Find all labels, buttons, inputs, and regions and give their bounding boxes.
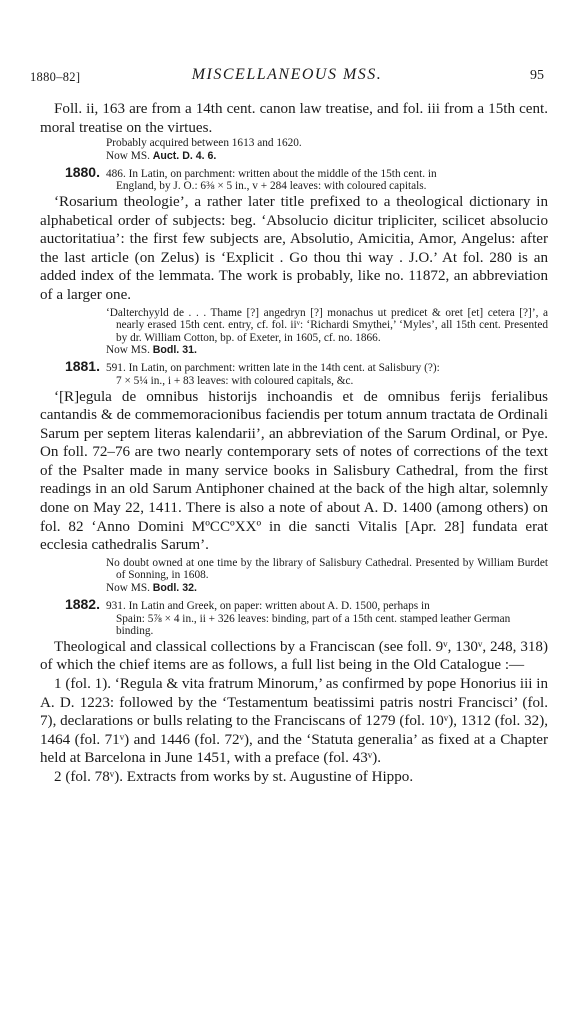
shelfmark <box>106 344 548 357</box>
entry-heading <box>40 163 548 193</box>
shelfmark-prefix: Now MS. <box>106 149 153 162</box>
entry-number: 1880. <box>64 163 100 180</box>
entry-description-line2: England, by J. O.: 6⅜ × 5 in., v + 284 leaves: with coloured capitals. <box>116 180 427 193</box>
paragraph: Foll. ii, 163 are from a 14th cent. canon law treatise, and fol. iii from a 15th cent. moral treatise on the virtues. <box>40 101 548 136</box>
entry-number: 1881. <box>64 358 100 375</box>
entry-number: 1882. <box>64 596 100 613</box>
header-title: MISCELLANEOUS MSS. <box>191 66 383 83</box>
shelfmark-value: Bodl. 32. <box>152 582 197 595</box>
paragraph: ‘[R]egula de omnibus historijs inchoandis et de omnibus ferijs ferialibus cantandis & de commemoracionibus faciendis per totum annum tractata de Ordinali Sarum per septem literas kalendarii’, an abbreviation of the Sarum Ordinal, or Pye. On foll. 72–76 are two nearly contemporary sets of notes of corrections of the text of the Psalter made in many service books in Salisbury Cathedral, from the first readings in an old Sarum Antiphoner chained at the back of the high altar, solemnly done on May 22, 1411. There is also a note of about A. D. 1400 (among others) on fol. 82 ‘Anno Domini MºCCºXXº in die sancti Vitalis [Apr. 28] fundata erat ecclesia cathedralis Sarum’. <box>40 388 548 554</box>
entry-heading <box>40 358 548 387</box>
shelfmark-prefix: Now MS. <box>106 582 153 595</box>
entry-description-line2: 7 × 5¼ in., i + 83 leaves: with coloured capitals, &c. <box>116 374 354 387</box>
entry-description-line1: 931. In Latin and Greek, on paper: written about A. D. 1500, perhaps in <box>106 600 430 613</box>
shelfmark-value: Bodl. 31. <box>152 344 197 357</box>
catalogue-body <box>40 100 548 787</box>
entry-description-line1: 591. In Latin, on parchment: written late in the 14th cent. at Salisbury (?): <box>106 362 440 375</box>
paragraph: 1 (fol. 1). ‘Regula & vita fratrum Minorum,’ as confirmed by pope Honorius iii in A. D. 1223: followed by the ‘Testamentum beatissimi patris nostri Francisci’ (fol. 7), declarations or bulls relating to the Franciscans of 1279 (fol. 10ᵛ), 1312 (fol. 32), 1464 (fol. 71ᵛ) and 1446 (fol. 72ᵛ), and the ‘Statuta generalia’ as fixed at a Chapter held at Barcelona in June 1451, with a preface (fol. 43ᵛ). <box>40 676 548 767</box>
paragraph: ‘Rosarium theologie’, a rather later title prefixed to a theological dictionary in alphabetical order of subjects: beg. ‘Absolucio dicitur tripliciter, scilicet absolucio auctoritatiua’: the first few subjects are, Absolutio, Amicitia, Amor, Angelus: after the last article (on Zelus) is ‘Explicit . Go thou thi way . J.O.’ At fol. 280 is an added index of the lemmata. The work is probably, like no. 11872, an abbreviation of a larger one. <box>40 193 548 303</box>
provenance-note: ‘Dalterchyyld de . . . Thame [?] angedryn [?] monachus ut predicet & oret [et] cetera [?]’, a nearly erased 15th cent. entry, cf. fol. iiᵛ: ‘Richardi Smythei,’ ‘Myles’, all 15th cent. Presented by dr. William Cotton, bp. of Exeter, in 1605, cf. no. 1866. <box>106 306 548 344</box>
shelfmark <box>106 582 548 595</box>
shelfmark-prefix: Now MS. <box>106 344 153 357</box>
entry-description-line2: Spain: 5⅞ × 4 in., ii + 326 leaves: binding, part of a 15th cent. stamped leather German binding. <box>116 612 511 638</box>
entry-description-line1: 486. In Latin, on parchment: written about the middle of the 15th cent. in <box>106 167 437 180</box>
page-number: 95 <box>530 68 544 83</box>
paragraph: Theological and classical collections by a Franciscan (see foll. 9ᵛ, 130ᵛ, 248, 318) of which the chief items are as follows, a full list being in the Old Catalogue :— <box>40 638 548 674</box>
paragraph: 2 (fol. 78ᵛ). Extracts from works by st. Augustine of Hippo. <box>54 768 414 785</box>
provenance-note: No doubt owned at one time by the library of Salisbury Cathedral. Presented by William Burdet of Sonning, in 1608. <box>106 556 548 582</box>
header-range: 1880–82] <box>30 70 81 84</box>
running-header <box>30 66 544 88</box>
shelfmark-value: Auct. D. 4. 6. <box>152 149 217 162</box>
shelfmark <box>106 150 548 163</box>
entry-heading <box>40 596 548 638</box>
provenance-note: Probably acquired between 1613 and 1620. <box>106 137 302 150</box>
